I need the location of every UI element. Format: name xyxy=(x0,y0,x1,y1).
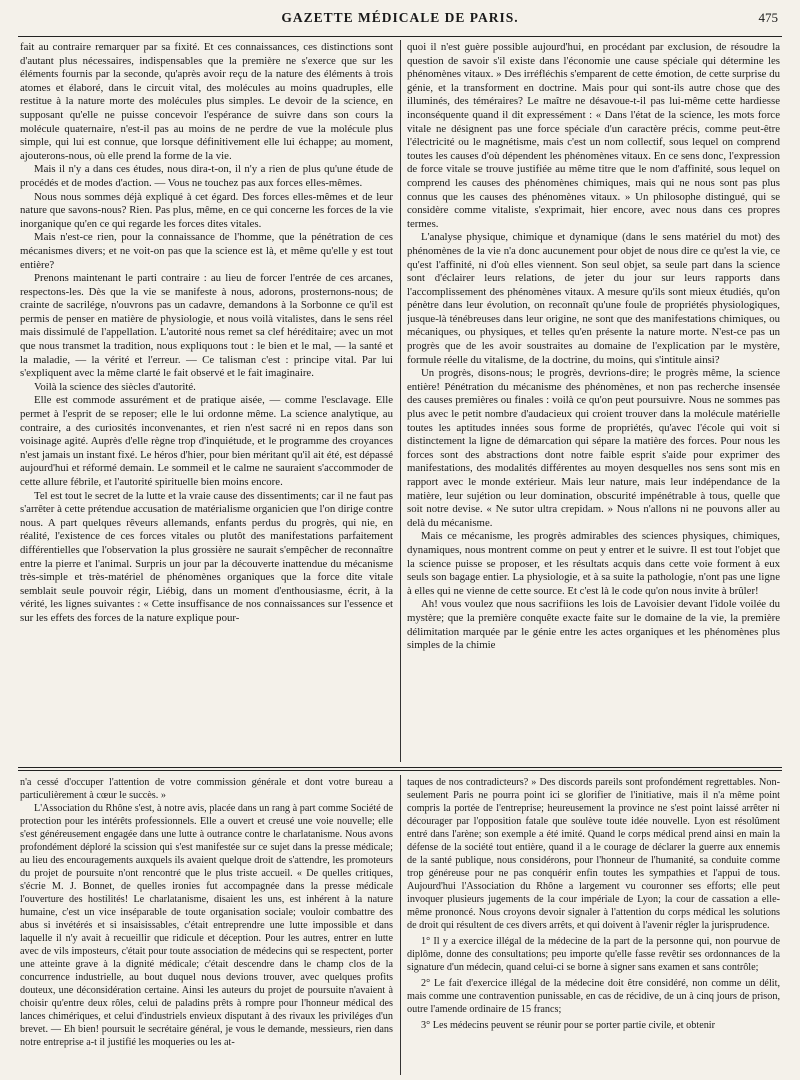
header-rule xyxy=(18,36,782,37)
paragraph: Elle est commode assurément et de pratique aisée, — comme l'esclavage. Elle permet à l'esprit de se reposer; elle le lui ordonne même. La science analytique, au contraire, a des curiosités inconvenantes, et rien n'est sacré ni en repos dans son voisinage agité. Auprès d'elle règne trop d'inquiétude, et le programme des croyances n'est jamais un instant fixé. Le héros d'hier, pour bien méritant qu'il ait été, est dépassé aujourd'hui et réformé demain. Le sommeil et le calme ne sauraient s'accommoder de cette allure fébrile, et l'autorité spirituelle bien moins encore. xyxy=(20,394,393,488)
paragraph: Mais n'est-ce rien, pour la connaissance de l'homme, que la pénétration de ces mécanismes divers; et ne voit-on pas que la science est là, et même qu'elle y est tout entière? xyxy=(20,231,393,271)
paragraph: Mais il n'y a dans ces études, nous dira-t-on, il n'y a rien de plus qu'une étude de procédés et de modes d'action. — Vous ne touchez pas aux forces elles-mêmes. xyxy=(20,163,393,189)
section-rule-top xyxy=(18,767,782,768)
paragraph: L'Association du Rhône s'est, à notre avis, placée dans un rang à part comme Société de protection pour les intérêts professionnels. Elle a ouvert et creusé une voie nouvelle; elle s'est généreusement engagée dans une lutte à outrance contre le charlatanisme. Nous avons profondément déploré la scission qui s'est manifestée sur ce sujet dans la presse médicale; au lieu des encouragements auxquels ils avaient quelque droit de s'attendre, les promoteurs du projet de poursuite n'ont rencontré que le plus triste accueil. « De quelles critiques, s'écrie M. J. Bonnet, de quelles ironies fut accompagnée dans la presse médicale l'ouverture des hostilités! Le charlatanisme, disaient les uns, est inhérent à la nature humaine, c'est un vice inséparable de toute organisation sociale; vouloir combattre des abus si invétérés et si insaisissables, c'était entreprendre une lutte impossible et dans laquelle il n'y avait à recueillir que ridicule et déception. Pour les autres, entrer en lutte avec de vils imposteurs, c'était pour toute association de médecins qui se respectent, porter une atteinte grave à la dignité médicale; c'était descendre dans le champ clos de la concurrence industrielle, au bout duquel nous devions trouver, avec quelques profits douteux, une déconsidération certaine. Ainsi les auteurs du projet de poursuite n'avaient à choisir qu'entre deux rôles, celui de paladins prêts à rompre pour l'honneur médical des lances chimériques, et celui d'industriels envieux disputant à des rivaux les priviléges d'un brevet. — Eh bien! poursuit le secrétaire général, je vous le demande, messieurs, rien dans notre entreprise a-t il justifié les moqueries ou les at- xyxy=(20,803,393,1048)
list-item: 2° Le fait d'exercice illégal de la médecine doit être considéré, non comme un délit, mais comme une contravention punissable, en cas de récidive, de un à cinq jours de prison, outre l'amende ordinaire de 15 francs; xyxy=(407,978,780,1015)
paragraph: taques de nos contradicteurs? » Des discords pareils sont profondément regrettables. Non-seulement Paris ne pourra point ici se glorifier de l'initiative, mais il n'a même point compris la portée de l'entreprise; heureusement la province ne s'est point laissé arrêter ni décourager par l'opposition fatale que soulève toute idée nouvelle. Lyon est résolûment entré dans l'arène; son exemple a été imité. Quand le corps médical prend ainsi en main la défense de la société tout entière, quand il a le courage de déclarer la guerre aux ennemis de la santé publique, nous considérons, pour l'honneur de l'humanité, sa conduite comme trop généreuse pour ne pas conquérir enfin toutes les sympathies et l'appui de tous. Aujourd'hui l'Association du Rhône a largement vu couronner ses efforts; elle peut invoquer plusieurs jugements de la cour impériale de Lyon; la cour de cassation a elle-même prononcé. Nous croyons devoir signaler à l'attention du corps médical les solutions de droit qui résultent de ces divers arrêts, et qui doivent à l'avenir régler la jurisprudence. xyxy=(407,777,780,931)
paragraph: Voilà la science des siècles d'autorité. xyxy=(34,380,196,393)
upper-right-column xyxy=(407,41,780,761)
paragraph: L'analyse physique, chimique et dynamique (dans le sens matériel du mot) des phénomènes de la vie n'a donc aucunement pour objet de nous dire ce qu'est la vie, ce qu'est l'affinité, ni d'où elles viennent. Son seul objet, sa seule part dans la science sont d'éclairer leurs relations, de jeter du jour sur leurs rapports dans l'accomplissement des phénomènes vitaux. A mesure qu'ils sont mieux étudiés, qu'on pénètre dans leur évolution, on reconnaît qu'une foule de propriétés physiologiques, jusque-là ténébreuses dans leur origine, ne sont que des manifestations chimiques, ou mécaniques, ou physiques, et telles qu'en présente la nature morte. N'est-ce pas un progrès que de les avoir soustraites au domaine de l'explication par le mystère, formule réelle du vitalisme, de la doctrine, du moins, qui s'intitule ainsi? xyxy=(407,231,780,366)
paragraph: fait au contraire remarquer par sa fixité. Et ces connaissances, ces distinctions sont d'autant plus nécessaires, indispensables que la première ne s'exerce que sur les éléments fournis par la seconde, qu'après avoir reçu de la nature des éléments à trois atomes et élaboré, dans le circuit vital, des molécules au moins quadruples, elle restitue à la nature morte des molécules plus simples. Le devoir de la science, en supposant qu'elle ne puisse concevoir l'espérance de suivre dans son cours la molécule quaternaire, n'est-il pas au moins de ne perdre de vue la molécule plus simple, qui lui est connue, que lorsque définitivement elle lui échappe; au moment, ajouterons-nous, où elle prend la forme de la vie. xyxy=(20,41,393,162)
paragraph: Nous nous sommes déjà expliqué à cet égard. Des forces elles-mêmes et de leur nature que savons-nous? Rien. Pas plus, même, en ce qui concerne les forces de la vie inorganique qu'en ce qui regarde les forces dites vitales. xyxy=(20,190,393,230)
list-item: 1° Il y a exercice illégal de la médecine de la part de la personne qui, non pourvue de diplôme, donne des consultations; peu importe qu'elle fasse revêtir ses ordonnances de la signature d'un médecin, quand celui-ci se borne à signer sans examen et sans contrôle; xyxy=(407,936,780,973)
paragraph: n'a cessé d'occuper l'attention de votre commission générale et dont votre bureau a particulièrement à cœur le succès. » xyxy=(20,777,393,801)
section-rule-bottom xyxy=(18,770,782,771)
lower-column-divider xyxy=(400,775,401,1075)
running-header xyxy=(18,10,782,32)
list-item: 3° Les médecins peuvent se réunir pour se porter partie civile, et obtenir xyxy=(421,1020,716,1031)
paragraph: quoi il n'est guère possible aujourd'hui, en procédant par exclusion, de résoudre la question de savoir s'il existe dans l'économie une cause spéciale qui détermine les phénomènes vitaux. » Des irréfléchis s'emparent de cette émotion, de cette surprise du génie, et la transforment en doctrine. Mais pour qui sont-ils autre chose que des illuminés, des téméraires? Le maître ne désavoue-t-il pas lui-même cette hardiesse inconséquente quand il dit expressément : « Dans l'état de la science, les mots force vitale ne désignent pas une force spéciale d'un caractère précis, comme peut-être l'électricité ou le magnétisme, mais c'est un nom collectif, sous lequel on comprend toutes les causes d'où dépendent les phénomènes vitaux. En ce sens donc, l'expression de force vitale se trouve justifiée au même titre que le nom d'affinité, sous lequel on comprend les causes des phénomènes chimiques, mais qui ne nous sont pas plus connus que les causes des phénomènes vitaux. » Un philosophe distingué, qui se considère comme vitaliste, s'exprimait, hier encore, avec nous dans ces propres termes. xyxy=(407,41,780,230)
paragraph: Prenons maintenant le parti contraire : au lieu de forcer l'entrée de ces arcanes, respectons-les. Dès que la vie se manifeste à nous, adorons, prosternons-nous; de crainte de sacrilége, n'ouvrons pas un cadavre, demandons à la Sorbonne ce qu'il est permis de penser en matière de physiologie, et nous voilà vitalistes, dans le sens réel mais dissimulé de l'appellation. L'autorité nous remet sa clef héréditaire; avec un mot que nous transmet la tradition, nous expliquons tout : le bien et le mal, — la santé et la maladie, — la vérité et l'erreur. — Ce talisman c'est : principe vital. Par lui s'expliquent avec la même clarté le fait observé et le fait imaginaire. xyxy=(20,272,393,380)
paragraph: Un progrès, disons-nous; le progrès, devrions-dire; le progrès même, la science entière! Pénétration du mécanisme des phénomènes, et non pas recherche insensée des causes premières ou finales : voilà ce qu'on peut poursuivre. Nous ne sommes pas plus avec le petit nombre d'audacieux qui croient trouver dans la molécule matérielle toutes les aptitudes innées sous forme de propriétés, qu'avec l'école qui voit si distinctement la ligne de démarcation qui sépare la matière des forces. Pour nous les forces sont des abstractions dont notre faible esprit s'aide pour exprimer des manifestations, des modalités différentes au moyen desquelles nos sens sont mis en rapport avec le monde extérieur. Mais leur nature, mais leur indépendance de la matière, leur sujétion ou leur domination, obscurité impénétrable à tous, quelle que soit notre devise. « Ne sutor ultra crepidam. » Nous n'allons ni ne pouvons aller au delà du mécanisme. xyxy=(407,367,780,529)
lower-left-column xyxy=(20,776,393,1078)
paragraph: Ah! vous voulez que nous sacrifiions les lois de Lavoisier devant l'idole voilée du mystère; que la première conquête exacte faite sur le domaine de la vie, la première délimitation marquée par le génie entre les actes organiques et les phénomènes plus simples de la chimie xyxy=(407,598,780,652)
journal-title: GAZETTE MÉDICALE DE PARIS. xyxy=(281,10,519,25)
upper-column-divider xyxy=(400,40,401,762)
lower-right-column xyxy=(407,776,780,1078)
paragraph: Tel est tout le secret de la lutte et la vraie cause des dissentiments; car il ne faut pas s'arrêter à cette prétendue accusation de matérialisme organicien que l'on dirige contre nous. A part quelques rêveurs allemands, enfants perdus du progrès, qui nie, en réalité, l'existence de ces forces vitales ou plutôt des manifestations parfaitement différentielles que l'observation la plus grossière ne saurait s'empêcher de reconnaître entre la pierre et l'animal. Surpris un jour par la découverte inattendue du mécanisme très-simple et très-matériel de phénomènes organiques que la force dite vitale semblait seule pouvoir régir, Liébig, dans un moment d'enthousiasme, écrit, à la vérité, les lignes suivantes : « Cette insuffisance de nos connaissances sur l'essence et sur les effets des forces de la nature explique pour- xyxy=(20,489,393,624)
page-number: 475 xyxy=(758,10,778,25)
paragraph: Mais ce mécanisme, les progrès admirables des sciences physiques, chimiques, dynamiques, nous montrent comme on peut y entrer et le suivre. Il est tout l'objet que la science puisse se proposer, et les résultats acquis dans cette voie forment à eux seuls son bagage entier. La physiologie, et à sa suite la pathologie, n'ont pas une ligne à elles qui ne vienne de cette source. Et c'est là le code qu'on nous invite à brûler! xyxy=(407,530,780,597)
upper-left-column xyxy=(20,41,393,761)
